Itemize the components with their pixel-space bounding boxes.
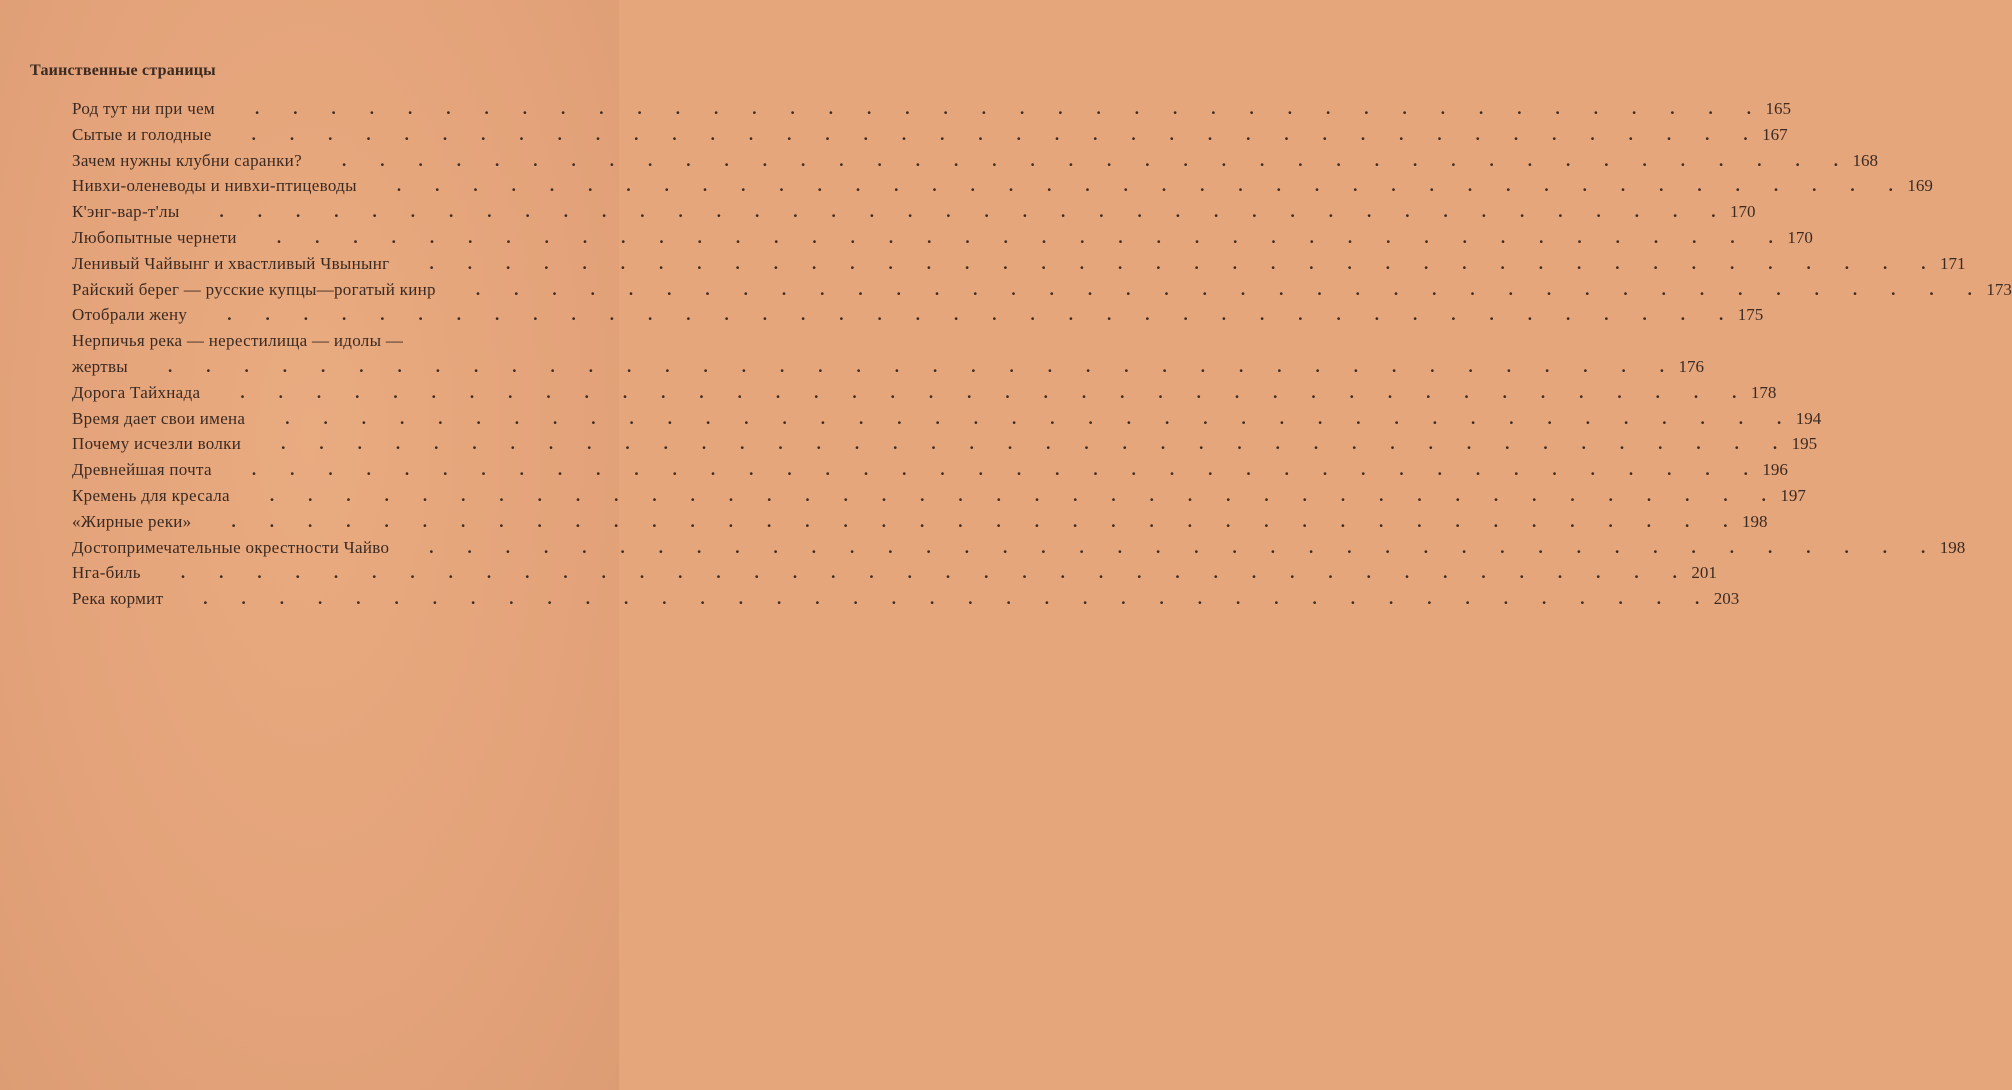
entry-page-number: 171 [1939,253,1966,273]
entry-page-number: 198 [1741,511,1768,531]
dot-leader: . . . . . . . . . . . . . . . . . . . . . . . . . . . . . . . . . . . . . . . . [362,176,1893,196]
entry-page-number: 169 [1907,176,1933,196]
dot-leader: . . . . . . . . . . . . . . . . . . . . . . . . . . . . . . . . . . . . . . . . [395,253,1926,273]
entry-title: Сытые и голодные [72,124,212,144]
dot-leader: . . . . . . . . . . . . . . . . . . . . . . . . . . . . . . . . . . . . . . . . [197,511,1728,531]
entry-title: Древнейшая почта [72,460,212,480]
entry-page-number: 167 [1762,124,1788,144]
entry-title: Ленивый Чайвынг и хвастливый Чвынынг [72,253,390,273]
dot-leader: . . . . . . . . . . . . . . . . . . . . . . . . . . . . . . . . . . . . . . . . [169,589,1700,609]
entry-title: Кремень для кресала [72,485,230,505]
entry-page-number: 195 [1791,434,1818,454]
toc-entry [72,99,1791,125]
dot-leader: . . . . . . . . . . . . . . . . . . . . . . . . . . . . . . . . . . . . . . . . [193,305,1724,325]
table-of-contents [72,99,2012,615]
entry-page-number: 203 [1713,589,1740,609]
entry-title: Любопытные чернети [72,227,237,247]
entry-page-number: 196 [1762,460,1788,480]
entry-title: «Жирные реки» [72,511,192,531]
entry-title: Время дает свои имена [72,408,246,428]
toc-entry [72,202,1756,228]
entry-page-number: 168 [1852,150,1878,170]
entry-page-number: 178 [1750,382,1777,402]
dot-leader: . . . . . . . . . . . . . . . . . . . . . . . . . . . . . . . . . . . . . . . . [247,434,1778,454]
dot-leader: . . . . . . . . . . . . . . . . . . . . . . . . . . . . . . . . . . . . . . . . [146,563,1677,583]
dot-leader: . . . . . . . . . . . . . . . . . . . . . . . . . . . . . . . . . . . . . . . . [307,150,1838,170]
toc-entry [72,460,1788,486]
entry-title: Река кормит [72,589,164,609]
dot-leader: . . . . . . . . . . . . . . . . . . . . . . . . . . . . . . . . . . . . . . . . [251,408,1782,428]
dot-leader: . . . . . . . . . . . . . . . . . . . . . . . . . . . . . . . . . . . . . . . . [217,124,1748,144]
dot-leader: . . . . . . . . . . . . . . . . . . . . . . . . . . . . . . . . . . . . . . . . [395,537,1926,557]
entry-title: Достопримечательные окрестности Чайво [72,537,390,557]
entry-page-number: 170 [1730,202,1756,222]
dot-leader: . . . . . . . . . . . . . . . . . . . . . . . . . . . . . . . . . . . . . . . . [242,227,1773,247]
toc-entry [72,176,1933,202]
toc-entry [72,279,2012,306]
entry-title: Почему исчезли волки [72,434,242,454]
entry-page-number: 175 [1737,305,1764,325]
dot-leader: . . . . . . . . . . . . . . . . . . . . . . . . . . . . . . . . . . . . . . . . [441,279,1972,299]
toc-entry [72,124,1788,151]
entry-page-number: 165 [1765,99,1791,118]
entry-title: Нивхи-оленеводы и нивхи-птицеводы [72,176,357,196]
toc-entry [72,356,1705,383]
entry-title: Зачем нужны клубни саранки? [72,150,302,170]
toc-entry [72,589,1740,615]
dot-leader: . . . . . . . . . . . . . . . . . . . . . . . . . . . . . . . . . . . . . . . . [185,202,1716,222]
toc-entry [72,511,1768,538]
toc-entry [72,150,1878,177]
toc-entry [72,563,1717,589]
entry-title: Нга-биль [72,563,141,583]
entry-title: Отобрали жену [72,305,188,325]
entry-page-number: 170 [1787,227,1813,247]
section-title: Таинственные страницы [30,62,216,79]
entry-title: Нерпичья река — нерестилища — идолы — [72,331,404,351]
dot-leader: . . . . . . . . . . . . . . . . . . . . . . . . . . . . . . . . . . . . . . . . [235,485,1766,505]
toc-entry [72,485,1806,512]
dot-leader: . . . . . . . . . . . . . . . . . . . . . . . . . . . . . . . . . . . . . . . . [220,99,1751,118]
entry-page-number: 194 [1795,408,1822,428]
dot-leader: . . . . . . . . . . . . . . . . . . . . . . . . . . . . . . . . . . . . . . . . [206,382,1737,402]
toc-entry [72,331,542,357]
dot-leader: . . . . . . . . . . . . . . . . . . . . . . . . . . . . . . . . . . . . . . . . [217,460,1748,480]
entry-title: Райский берег — русские купцы—рогатый кинр [72,279,436,299]
toc-entry [72,305,1764,331]
entry-title: жертвы [72,356,129,376]
dot-leader: . . . . . . . . . . . . . . . . . . . . . . . . . . . . . . . . . . . . . . . . [134,356,1665,376]
toc-entry [72,537,1966,564]
toc-entry [72,382,1777,409]
toc-entry [72,253,1966,280]
entry-title: Дорога Тайхнада [72,382,201,402]
entry-page-number: 176 [1678,356,1705,376]
entry-page-number: 173 [1986,279,2012,299]
toc-entry [72,408,1822,435]
entry-page-number: 198 [1939,537,1966,557]
entry-title: Род тут ни при чем [72,99,215,118]
toc-entry [72,434,1818,460]
entry-page-number: 201 [1691,563,1717,583]
toc-entry [72,227,1813,254]
entry-page-number: 197 [1780,485,1806,505]
entry-title: К'энг-вар-т'лы [72,202,180,222]
